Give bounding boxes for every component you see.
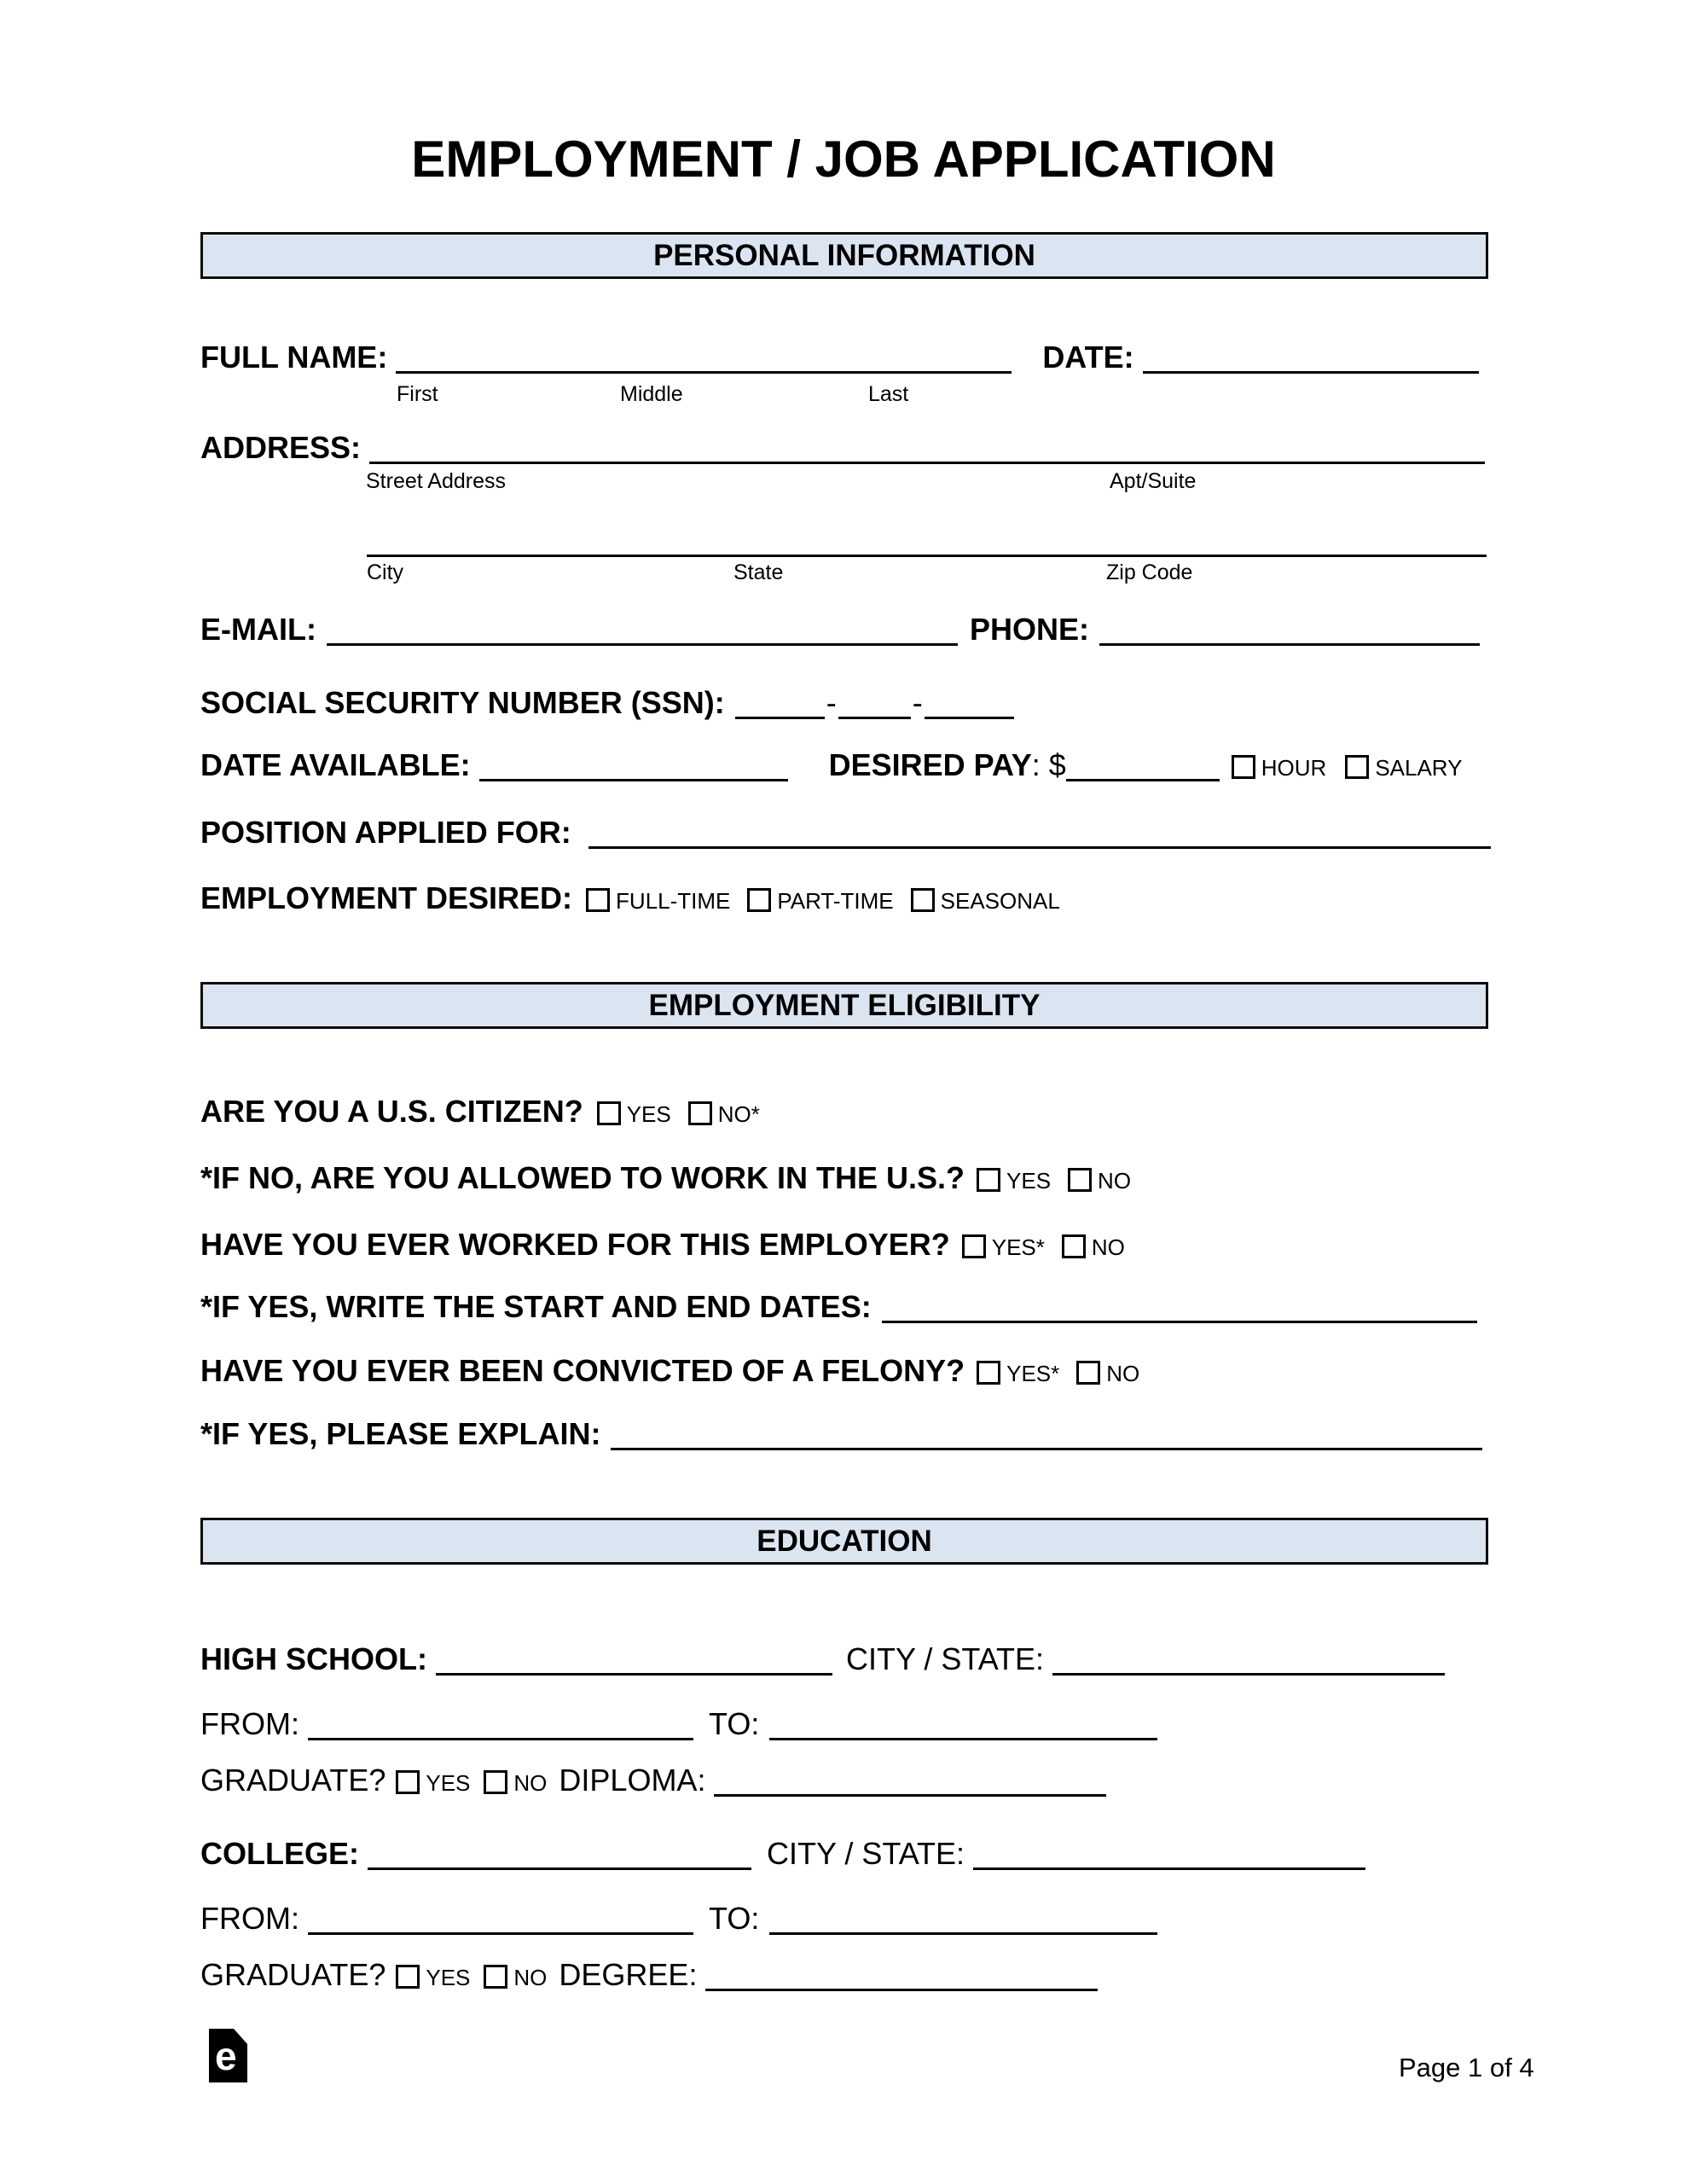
section-header-education: EDUCATION: [200, 1518, 1488, 1565]
part-time-checkbox[interactable]: [747, 888, 771, 912]
felony-no-checkbox[interactable]: [1076, 1361, 1100, 1385]
section-header-employment-eligibility: EMPLOYMENT ELIGIBILITY: [200, 982, 1488, 1029]
first-sublabel: First: [397, 382, 438, 406]
felony-question-row: [200, 1355, 1488, 1387]
citizen-question-label: ARE YOU A U.S. CITIZEN?: [200, 1094, 583, 1129]
logo-letter: e: [215, 2034, 237, 2078]
hour-label: HOUR: [1261, 755, 1327, 781]
full-time-label: FULL-TIME: [616, 888, 731, 914]
citizen-no-label: NO*: [717, 1101, 760, 1127]
college-from-to-row: [200, 1902, 1488, 1935]
citizen-question-row: [200, 1095, 1488, 1128]
worked-no-label: NO: [1091, 1234, 1125, 1260]
email-label: E-MAIL:: [200, 612, 316, 647]
hs-from-label: FROM:: [200, 1706, 299, 1741]
worked-before-question-row: [200, 1228, 1488, 1261]
hs-city-state-label: CITY / STATE:: [846, 1641, 1045, 1676]
allowed-to-work-question-row: [200, 1162, 1488, 1194]
high-school-input-line[interactable]: [436, 1673, 832, 1676]
citizen-yes-label: YES: [626, 1101, 671, 1127]
apt-suite-sublabel: Apt/Suite: [1110, 469, 1197, 493]
explain-label: *IF YES, PLEASE EXPLAIN:: [200, 1416, 601, 1451]
felony-no-label: NO: [1106, 1361, 1140, 1386]
desired-pay-input-line[interactable]: [1066, 779, 1220, 781]
hs-city-state-input-line[interactable]: [1052, 1673, 1445, 1676]
email-phone-row: [200, 613, 1488, 646]
salary-checkbox[interactable]: [1345, 755, 1369, 779]
college-label: COLLEGE:: [200, 1836, 359, 1871]
ssn-row: [200, 687, 1488, 719]
employment-desired-row: [200, 882, 1488, 915]
worked-yes-checkbox[interactable]: [962, 1234, 986, 1258]
felony-yes-checkbox[interactable]: [977, 1361, 1000, 1385]
date-available-input-line[interactable]: [479, 779, 788, 781]
worked-no-checkbox[interactable]: [1062, 1234, 1086, 1258]
desired-pay-label: DESIRED PAY: [828, 747, 1032, 782]
phone-label: PHONE:: [969, 612, 1089, 647]
part-time-label: PART-TIME: [777, 888, 894, 914]
worked-yes-label: YES*: [991, 1234, 1045, 1260]
ssn-dash-2: -: [912, 685, 923, 720]
college-graduate-no-label: NO: [513, 1965, 548, 1990]
felony-yes-label: YES*: [1006, 1361, 1060, 1386]
start-end-dates-input-line[interactable]: [882, 1321, 1477, 1323]
allowed-yes-checkbox[interactable]: [977, 1168, 1000, 1192]
hs-graduate-yes-checkbox[interactable]: [396, 1770, 420, 1794]
hs-from-to-row: [200, 1708, 1488, 1740]
hs-from-input-line[interactable]: [308, 1738, 693, 1740]
address-label: ADDRESS:: [200, 430, 362, 465]
citizen-no-checkbox[interactable]: [688, 1101, 712, 1125]
degree-input-line[interactable]: [705, 1989, 1098, 1991]
college-to-input-line[interactable]: [769, 1932, 1157, 1935]
hs-graduate-yes-label: YES: [426, 1770, 471, 1796]
zip-code-sublabel: Zip Code: [1106, 561, 1193, 584]
full-name-input-line[interactable]: [396, 371, 1012, 374]
college-input-line[interactable]: [368, 1867, 751, 1870]
full-name-row: [200, 341, 1488, 374]
ssn-dash-1: -: [826, 685, 837, 720]
city-sublabel: City: [367, 561, 404, 584]
high-school-label: HIGH SCHOOL:: [200, 1641, 427, 1676]
date-label: DATE:: [1042, 340, 1134, 375]
diploma-label: DIPLOMA:: [559, 1763, 706, 1798]
ssn-input-line-1[interactable]: [735, 717, 825, 719]
worked-before-question-label: HAVE YOU EVER WORKED FOR THIS EMPLOYER?: [200, 1227, 950, 1262]
street-address-input-line[interactable]: [369, 462, 1485, 464]
seasonal-label: SEASONAL: [940, 888, 1060, 914]
city-state-zip-input-line[interactable]: [367, 555, 1487, 557]
college-graduate-row: [200, 1959, 1488, 1991]
salary-label: SALARY: [1375, 755, 1463, 781]
felony-question-label: HAVE YOU EVER BEEN CONVICTED OF A FELONY?: [200, 1353, 965, 1388]
hs-to-label: TO:: [708, 1706, 760, 1741]
college-graduate-yes-label: YES: [426, 1965, 471, 1990]
seasonal-checkbox[interactable]: [911, 888, 935, 912]
position-input-line[interactable]: [588, 846, 1491, 849]
start-end-dates-label: *IF YES, WRITE THE START AND END DATES:: [200, 1289, 872, 1324]
hs-graduate-no-label: NO: [513, 1770, 548, 1796]
start-end-dates-row: [200, 1291, 1488, 1323]
college-to-label: TO:: [708, 1901, 760, 1936]
allowed-to-work-question-label: *IF NO, ARE YOU ALLOWED TO WORK IN THE U.S.?: [200, 1160, 965, 1195]
date-input-line[interactable]: [1143, 371, 1479, 374]
allowed-yes-label: YES: [1006, 1168, 1052, 1194]
desired-pay-punct: : $: [1031, 747, 1066, 782]
ssn-input-line-2[interactable]: [838, 717, 911, 719]
address-row: [200, 432, 1488, 464]
college-city-state-label: CITY / STATE:: [767, 1836, 965, 1871]
college-graduate-yes-checkbox[interactable]: [396, 1965, 420, 1989]
last-sublabel: Last: [868, 382, 909, 406]
state-sublabel: State: [733, 561, 784, 584]
diploma-input-line[interactable]: [714, 1794, 1106, 1797]
page-title: EMPLOYMENT / JOB APPLICATION: [411, 131, 1276, 188]
ssn-label: SOCIAL SECURITY NUMBER (SSN):: [200, 685, 725, 720]
college-from-input-line[interactable]: [308, 1932, 693, 1935]
ssn-input-line-3[interactable]: [925, 717, 1014, 719]
employment-desired-label: EMPLOYMENT DESIRED:: [200, 880, 573, 915]
section-header-personal-information: PERSONAL INFORMATION: [200, 232, 1488, 279]
position-applied-label: POSITION APPLIED FOR:: [200, 815, 571, 850]
hs-graduate-label: GRADUATE?: [200, 1763, 386, 1798]
middle-sublabel: Middle: [620, 382, 683, 406]
date-available-pay-row: [200, 749, 1488, 781]
college-from-label: FROM:: [200, 1901, 299, 1936]
college-city-state-input-line[interactable]: [973, 1867, 1365, 1870]
date-available-label: DATE AVAILABLE:: [200, 747, 471, 782]
college-graduate-no-checkbox[interactable]: [484, 1965, 507, 1989]
hs-to-input-line[interactable]: [769, 1738, 1157, 1740]
college-row: [200, 1838, 1488, 1870]
hs-graduate-no-checkbox[interactable]: [484, 1770, 507, 1794]
phone-input-line[interactable]: [1099, 643, 1480, 646]
high-school-row: [200, 1643, 1488, 1676]
explain-input-line[interactable]: [611, 1448, 1482, 1450]
allowed-no-checkbox[interactable]: [1068, 1168, 1092, 1192]
full-name-label: FULL NAME:: [200, 340, 388, 375]
hs-graduate-row: [200, 1764, 1488, 1797]
position-row: [200, 816, 1488, 849]
full-time-checkbox[interactable]: [586, 888, 610, 912]
citizen-yes-checkbox[interactable]: [597, 1101, 621, 1125]
eforms-logo: [209, 2029, 247, 2082]
allowed-no-label: NO: [1098, 1168, 1132, 1194]
degree-label: DEGREE:: [559, 1957, 698, 1992]
page-number: Page 1 of 4: [1399, 2053, 1534, 2082]
hour-checkbox[interactable]: [1232, 755, 1255, 779]
street-address-sublabel: Street Address: [366, 469, 506, 493]
college-graduate-label: GRADUATE?: [200, 1957, 386, 1992]
explain-row: [200, 1418, 1488, 1450]
email-input-line[interactable]: [327, 643, 958, 646]
